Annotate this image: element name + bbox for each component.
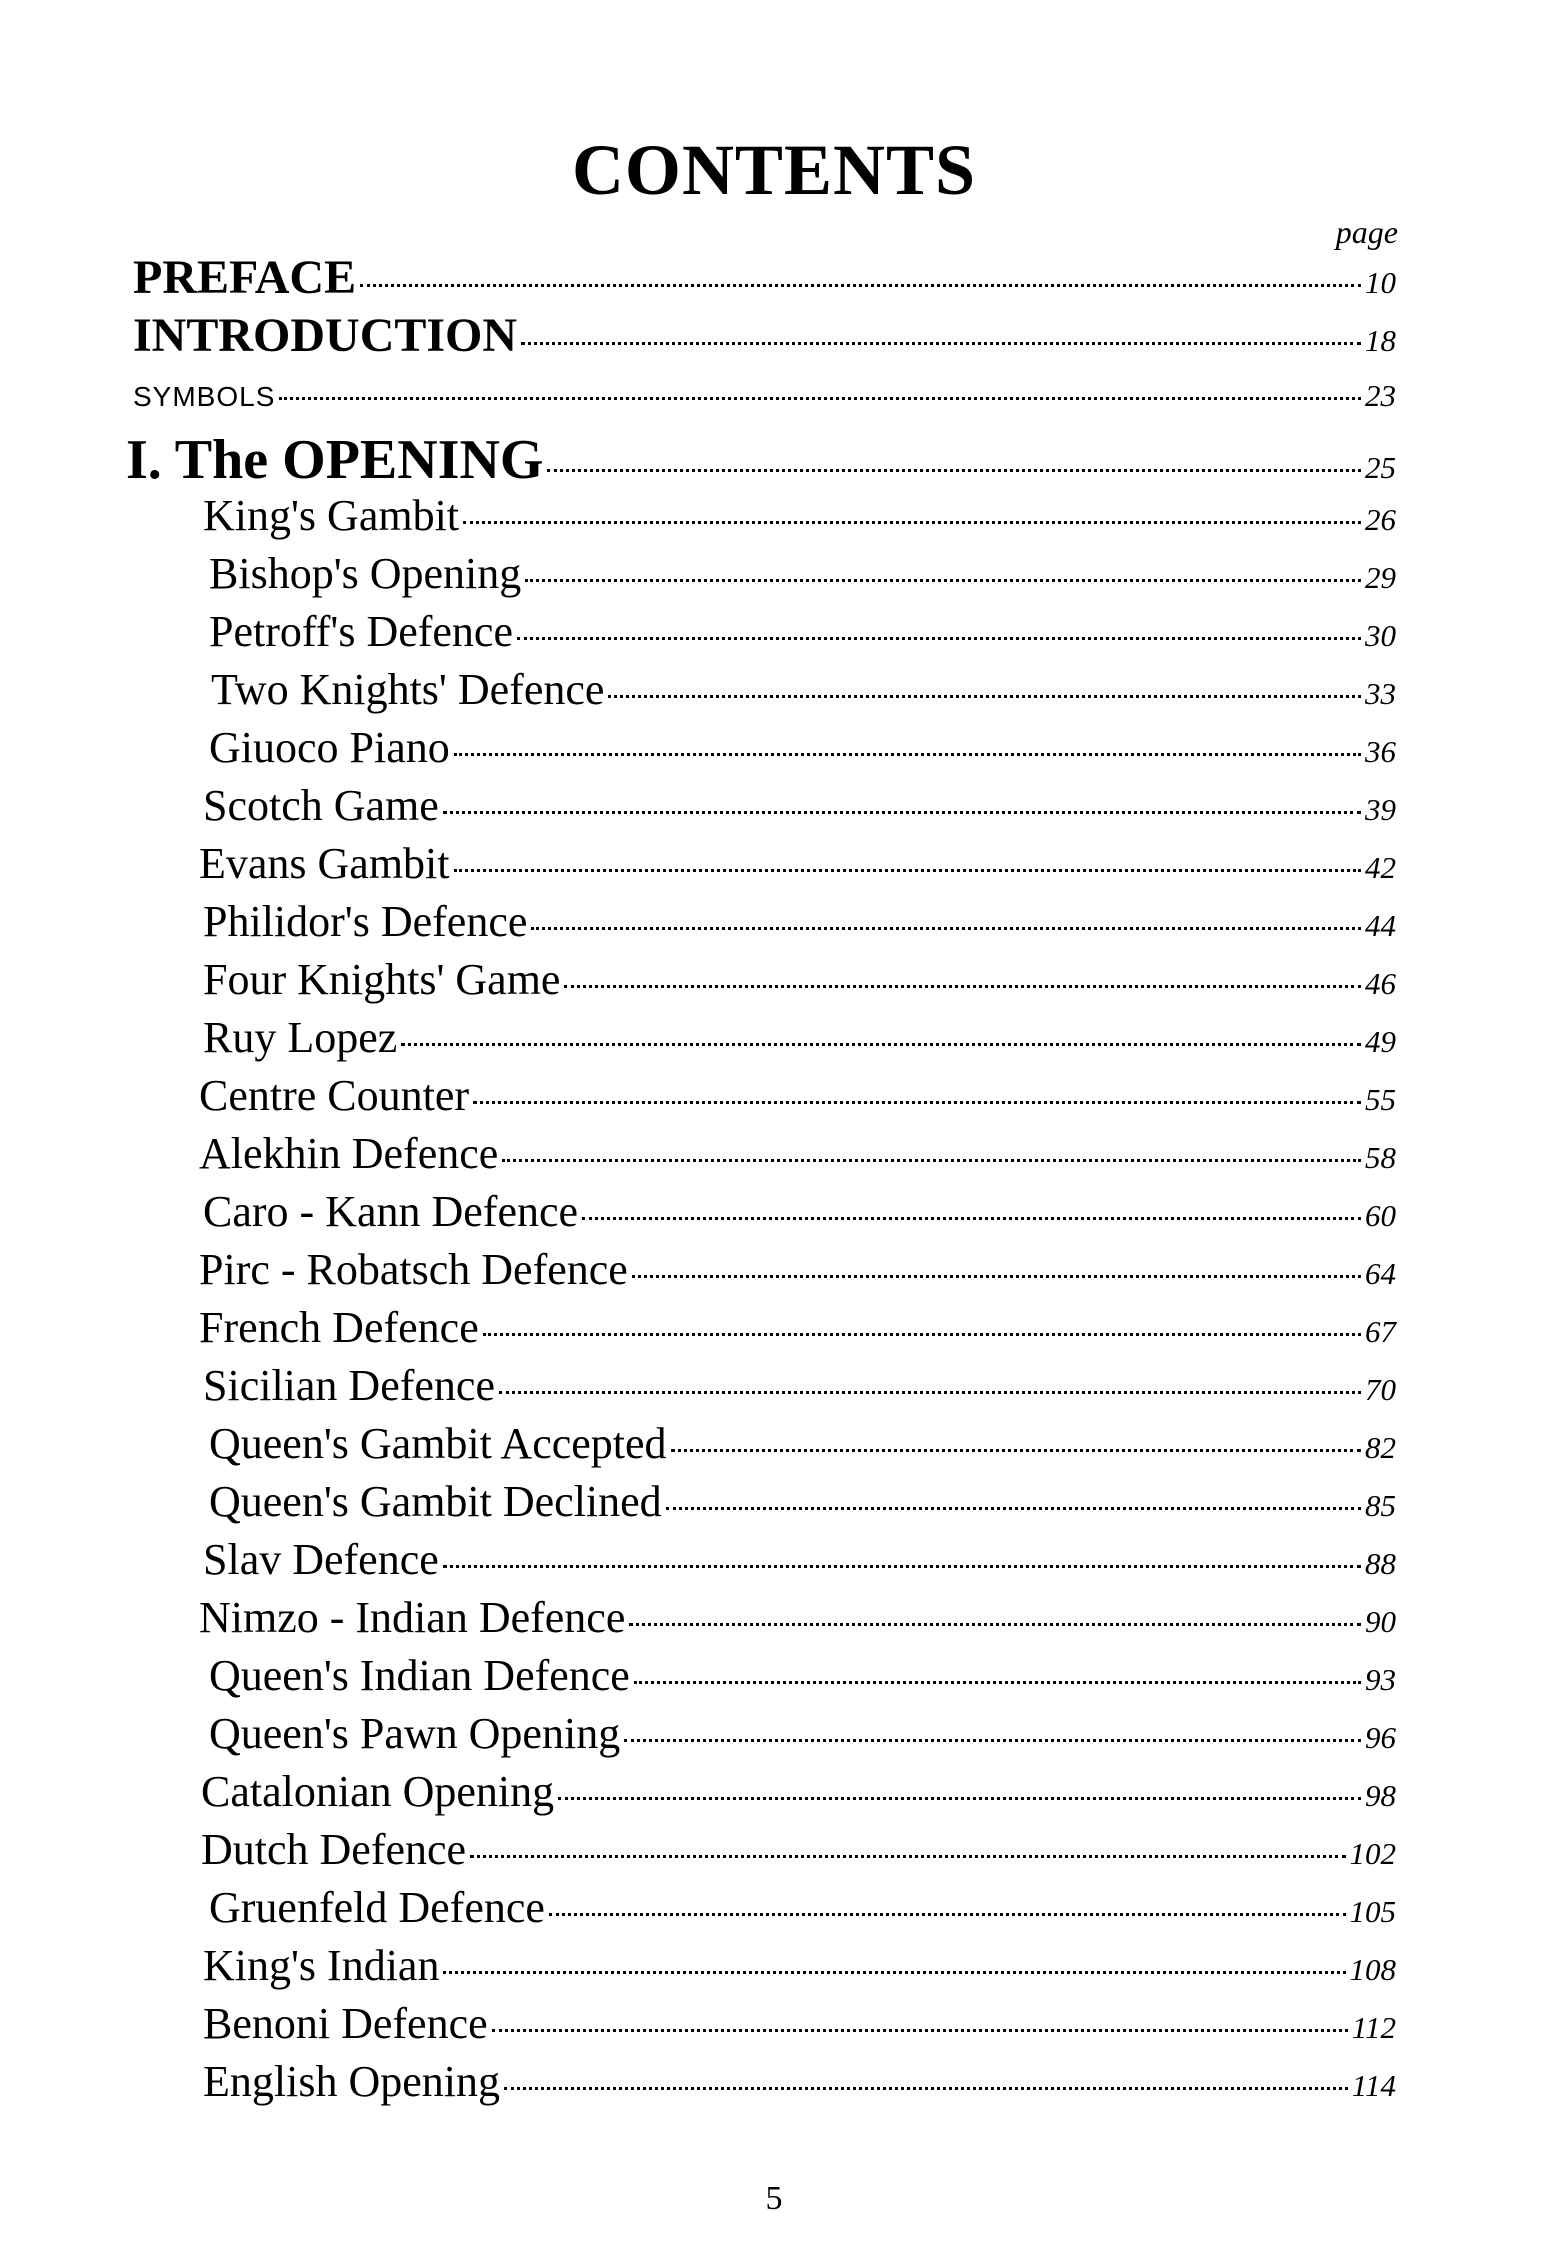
dot-leader bbox=[632, 1275, 1361, 1278]
dot-leader bbox=[463, 521, 1361, 524]
toc-entry bbox=[133, 308, 1396, 363]
dot-leader bbox=[634, 1681, 1361, 1684]
toc-entry-label: French Defence bbox=[199, 1303, 479, 1352]
toc-entry bbox=[209, 1418, 1396, 1469]
toc-entry bbox=[126, 428, 1396, 492]
toc-entry-label: Giuoco Piano bbox=[209, 723, 450, 772]
toc-entry-page: 70 bbox=[1365, 1372, 1396, 1407]
toc-entry-page: 30 bbox=[1365, 618, 1396, 653]
toc-entry-label: Two Knights' Defence bbox=[211, 665, 605, 714]
toc-entry bbox=[199, 1592, 1396, 1643]
toc-entry-page: 39 bbox=[1365, 792, 1396, 827]
toc-entry-page: 25 bbox=[1365, 450, 1396, 485]
toc-entry-label: Alekhin Defence bbox=[199, 1129, 499, 1178]
toc-entry-label: Evans Gambit bbox=[199, 839, 450, 888]
dot-leader bbox=[549, 1913, 1346, 1916]
toc-entry-page: 55 bbox=[1365, 1082, 1396, 1117]
toc-entry-label: Queen's Gambit Declined bbox=[209, 1477, 662, 1526]
toc-entry-label: Ruy Lopez bbox=[203, 1013, 398, 1062]
toc-entry bbox=[203, 896, 1396, 947]
toc-entry bbox=[133, 250, 1396, 305]
dot-leader bbox=[470, 1855, 1345, 1858]
toc-entry-label: King's Indian bbox=[203, 1941, 440, 1990]
toc-entry-label: Queen's Indian Defence bbox=[209, 1651, 630, 1700]
toc-entry-page: 26 bbox=[1365, 502, 1396, 537]
dot-leader bbox=[582, 1217, 1361, 1220]
dot-leader bbox=[547, 469, 1361, 472]
toc-entry bbox=[209, 722, 1396, 773]
toc-entry-page: 10 bbox=[1365, 265, 1396, 300]
toc-entry-label: Benoni Defence bbox=[203, 1999, 488, 2048]
toc-entry-page: 49 bbox=[1365, 1024, 1396, 1059]
toc-entry bbox=[209, 1476, 1396, 1527]
dot-leader bbox=[531, 927, 1361, 930]
page-title: CONTENTS bbox=[571, 130, 977, 210]
toc-entry-label: Nimzo - Indian Defence bbox=[199, 1593, 626, 1642]
toc-entry-page: 98 bbox=[1365, 1778, 1396, 1813]
toc-entry bbox=[203, 490, 1396, 541]
toc-entry-page: 23 bbox=[1365, 378, 1396, 413]
dot-leader bbox=[499, 1391, 1361, 1394]
toc-entry bbox=[203, 1998, 1396, 2049]
toc-entry-label: SYMBOLS bbox=[133, 381, 276, 412]
toc-entry bbox=[199, 1302, 1396, 1353]
toc-entry-label: Queen's Pawn Opening bbox=[209, 1709, 621, 1758]
toc-entry bbox=[133, 378, 1396, 414]
toc-entry-label: Centre Counter bbox=[199, 1071, 470, 1120]
toc-entry-page: 105 bbox=[1349, 1894, 1396, 1929]
toc-entry-label: I. The OPENING bbox=[126, 429, 544, 491]
toc-entry-page: 60 bbox=[1365, 1198, 1396, 1233]
toc-entry bbox=[209, 1708, 1396, 1759]
dot-leader bbox=[454, 753, 1361, 756]
toc-entry-label: King's Gambit bbox=[203, 491, 460, 540]
toc-entry-label: Slav Defence bbox=[203, 1535, 439, 1584]
toc-entry-label: Sicilian Defence bbox=[203, 1361, 495, 1410]
toc-entry-page: 58 bbox=[1365, 1140, 1396, 1175]
dot-leader bbox=[629, 1623, 1361, 1626]
toc-entry-page: 90 bbox=[1365, 1604, 1396, 1639]
toc-entry bbox=[203, 780, 1396, 831]
toc-entry bbox=[209, 606, 1396, 657]
toc-entry bbox=[203, 1186, 1396, 1237]
toc-entry-page: 96 bbox=[1365, 1720, 1396, 1755]
toc-entry-label: English Opening bbox=[203, 2057, 500, 2106]
toc-entry bbox=[203, 1360, 1396, 1411]
dot-leader bbox=[624, 1739, 1361, 1742]
toc-entry-page: 36 bbox=[1365, 734, 1396, 769]
toc-entry-label: Petroff's Defence bbox=[209, 607, 513, 656]
dot-leader bbox=[454, 869, 1361, 872]
toc-entry-page: 88 bbox=[1365, 1546, 1396, 1581]
toc-entry-page: 82 bbox=[1365, 1430, 1396, 1465]
toc-entry-page: 93 bbox=[1365, 1662, 1396, 1697]
dot-leader bbox=[360, 284, 1361, 287]
toc-entry bbox=[209, 548, 1396, 599]
page-number: 5 bbox=[765, 2180, 783, 2217]
dot-leader bbox=[521, 342, 1361, 345]
toc-entry-page: 64 bbox=[1365, 1256, 1396, 1291]
toc-entry-label: PREFACE bbox=[133, 251, 357, 304]
toc-entry bbox=[199, 838, 1396, 889]
toc-entry-page: 33 bbox=[1365, 676, 1396, 711]
toc-entry-label: Gruenfeld Defence bbox=[209, 1883, 545, 1932]
dot-leader bbox=[666, 1507, 1361, 1510]
toc-entry bbox=[209, 1882, 1396, 1933]
toc-entry-label: Scotch Game bbox=[203, 781, 439, 830]
toc-entry bbox=[199, 1070, 1396, 1121]
dot-leader bbox=[558, 1797, 1361, 1800]
dot-leader bbox=[564, 985, 1361, 988]
toc-entry-page: 102 bbox=[1349, 1836, 1396, 1871]
toc-entry-label: Pirc - Robatsch Defence bbox=[199, 1245, 628, 1294]
toc-entry-label: INTRODUCTION bbox=[133, 309, 518, 362]
dot-leader bbox=[608, 695, 1361, 698]
toc-entry-page: 108 bbox=[1349, 1952, 1396, 1987]
toc-entry-page: 46 bbox=[1365, 966, 1396, 1001]
toc-entry-page: 29 bbox=[1365, 560, 1396, 595]
toc-entry-label: Philidor's Defence bbox=[203, 897, 528, 946]
toc-entry-label: Dutch Defence bbox=[201, 1825, 467, 1874]
toc-entry bbox=[199, 1244, 1396, 1295]
dot-leader bbox=[483, 1333, 1361, 1336]
dot-leader bbox=[492, 2029, 1348, 2032]
toc-entry bbox=[201, 1766, 1396, 1817]
dot-leader bbox=[671, 1449, 1361, 1452]
toc-entry-label: Catalonian Opening bbox=[201, 1767, 555, 1816]
dot-leader bbox=[525, 579, 1361, 582]
toc-entry bbox=[203, 1534, 1396, 1585]
dot-leader bbox=[504, 2087, 1348, 2090]
toc-entry bbox=[201, 1824, 1396, 1875]
toc-entry bbox=[203, 1012, 1396, 1063]
dot-leader bbox=[443, 1565, 1361, 1568]
toc-entry-page: 67 bbox=[1365, 1314, 1396, 1349]
dot-leader bbox=[443, 811, 1361, 814]
dot-leader bbox=[502, 1159, 1361, 1162]
toc-entry bbox=[211, 664, 1396, 715]
toc-entry-label: Four Knights' Game bbox=[203, 955, 561, 1004]
page-column-label: page bbox=[1335, 214, 1398, 250]
toc-entry-page: 44 bbox=[1365, 908, 1396, 943]
toc-entry-label: Caro - Kann Defence bbox=[203, 1187, 579, 1236]
toc-entry-label: Queen's Gambit Accepted bbox=[209, 1419, 667, 1468]
dot-leader bbox=[443, 1971, 1345, 1974]
dot-leader bbox=[401, 1043, 1361, 1046]
toc-entry-page: 42 bbox=[1365, 850, 1396, 885]
toc-entry-page: 18 bbox=[1365, 323, 1396, 358]
toc-entry bbox=[199, 1128, 1396, 1179]
toc-entry bbox=[209, 1650, 1396, 1701]
toc-entry-page: 85 bbox=[1365, 1488, 1396, 1523]
dot-leader bbox=[473, 1101, 1361, 1104]
toc-entry bbox=[203, 1940, 1396, 1991]
toc-entry-label: Bishop's Opening bbox=[209, 549, 522, 598]
toc-entry-page: 114 bbox=[1351, 2068, 1396, 2103]
dot-leader bbox=[517, 637, 1361, 640]
toc-entry bbox=[203, 2056, 1396, 2107]
dot-leader bbox=[279, 397, 1361, 400]
toc-entry-page: 112 bbox=[1351, 2010, 1396, 2045]
toc-entry bbox=[203, 954, 1396, 1005]
